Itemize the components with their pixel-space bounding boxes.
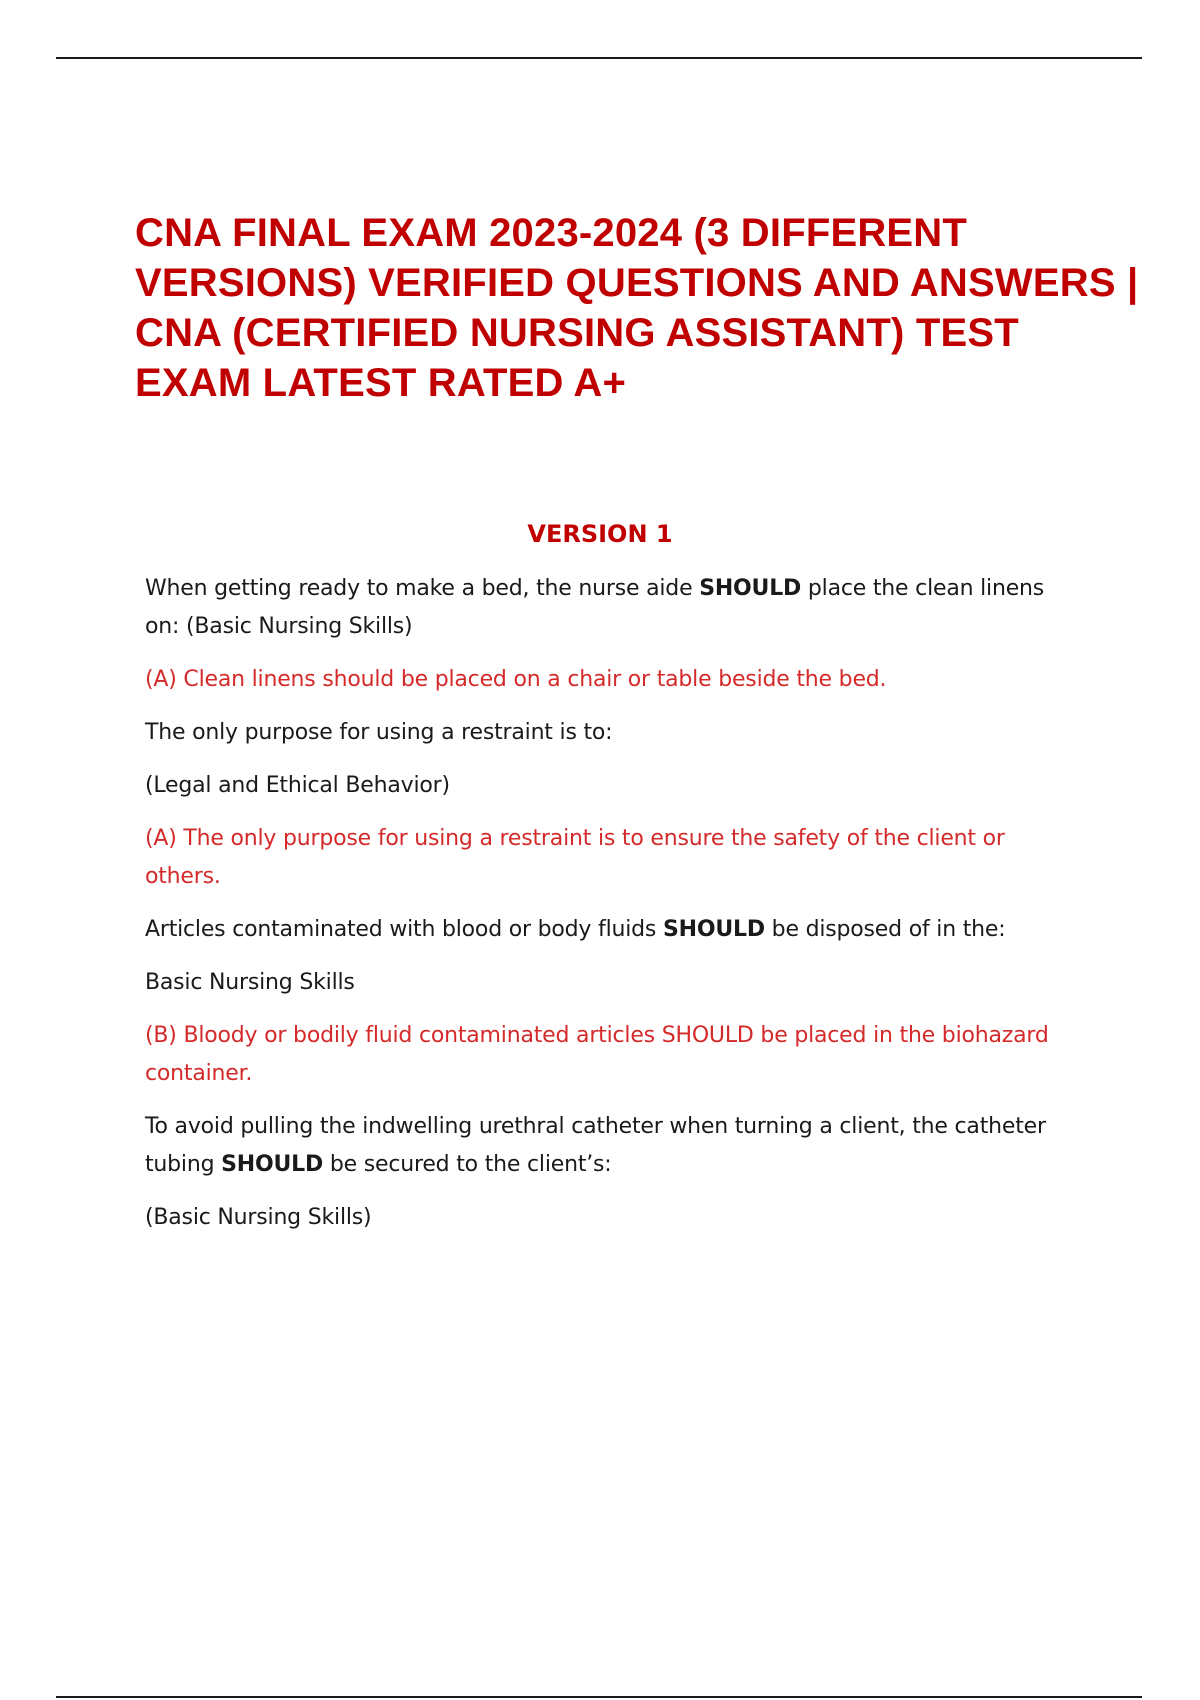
paragraph-2: (A) Clean linens should be placed on a chair or table beside the bed. [145, 667, 887, 692]
top-divider [56, 57, 1142, 59]
document-body [145, 570, 1085, 1252]
paragraph-1: When getting ready to make a bed, the nurse aide SHOULD place the clean linens on: (Basic Nursing Skills) [145, 576, 1045, 639]
paragraph-9: To avoid pulling the indwelling urethral catheter when turning a client, the catheter tubing SHOULD be secured to the client’s: [145, 1114, 1046, 1177]
paragraph-4: (Legal and Ethical Behavior) [145, 773, 450, 798]
paragraph-7: Basic Nursing Skills [145, 970, 355, 995]
document-title: CNA FINAL EXAM 2023-2024 (3 DIFFERENT VERSIONS) VERIFIED QUESTIONS AND ANSWERS | CNA (CERTIFIED NURSING ASSISTANT) TEST EXAM LATEST RATED A+ [135, 211, 1139, 405]
paragraph-10: (Basic Nursing Skills) [145, 1205, 372, 1230]
bottom-divider [56, 1696, 1142, 1698]
paragraph-6: Articles contaminated with blood or body fluids SHOULD be disposed of in the: [145, 917, 1006, 942]
version-heading: VERSION 1 [527, 520, 673, 548]
paragraph-3: The only purpose for using a restraint is to: [145, 720, 613, 745]
paragraph-5: (A) The only purpose for using a restraint is to ensure the safety of the client or others. [145, 826, 1005, 889]
paragraph-8: (B) Bloody or bodily fluid contaminated articles SHOULD be placed in the biohazard container. [145, 1023, 1049, 1086]
